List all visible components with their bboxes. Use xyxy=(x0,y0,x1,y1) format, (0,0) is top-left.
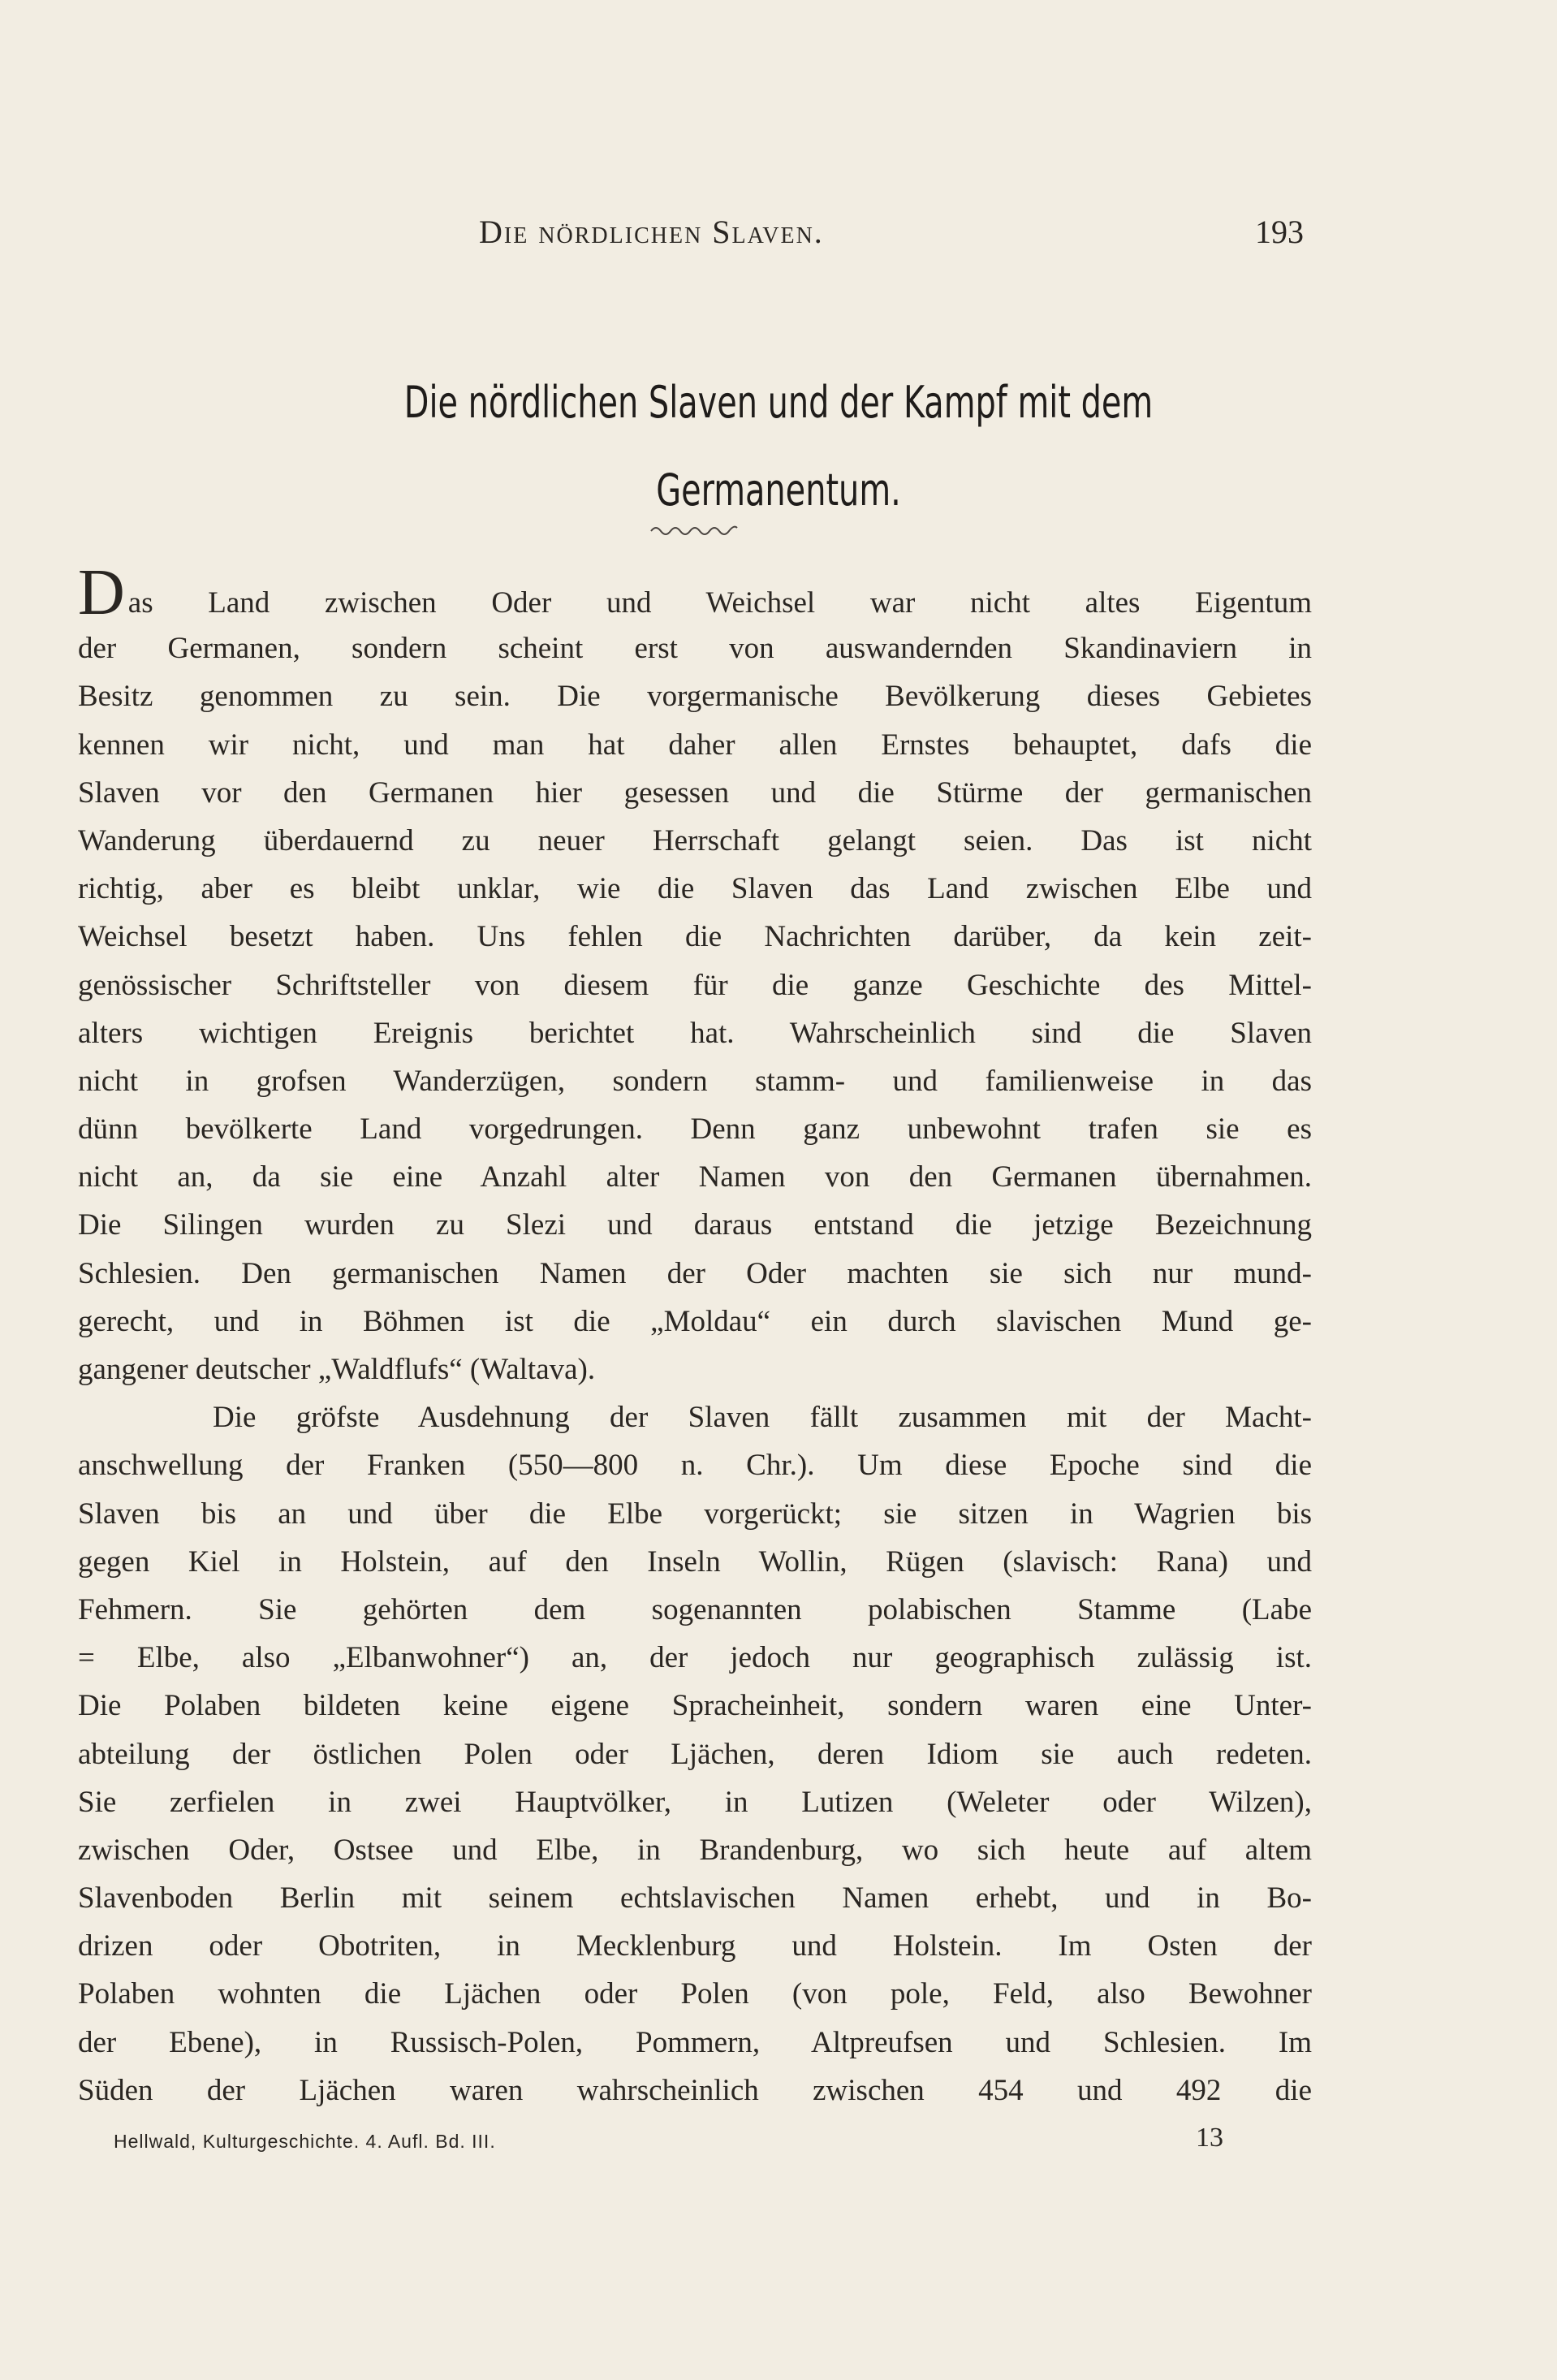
running-title: Die nördlichen Slaven. xyxy=(479,214,824,250)
text-line: anschwellung der Franken (550—800 n. Chr.). Um diese Epoche sind die xyxy=(78,1449,1312,1483)
text-line: = Elbe, also „Elbanwohner“) an, der jedoch nur geographisch zulässig ist. xyxy=(78,1641,1312,1675)
chapter-title-line-2: Germanentum. xyxy=(656,464,901,516)
wavy-ornament xyxy=(649,521,739,536)
text-line: der Germanen, sondern scheint erst von auswandernden Skandinaviern in xyxy=(78,632,1312,666)
text-line: Schlesien. Den germanischen Namen der Oder machten sie sich nur mund- xyxy=(78,1256,1312,1290)
text-line: gerecht, und in Böhmen ist die „Moldau“ ein durch slavischen Mund ge- xyxy=(78,1304,1312,1338)
text-line: drizen oder Obotriten, in Mecklenburg und Holstein. Im Osten der xyxy=(78,1929,1312,1963)
text-line: nicht an, da sie eine Anzahl alter Namen von den Germanen übernahmen. xyxy=(78,1160,1312,1194)
footer-signature: 13 xyxy=(1196,2123,1223,2153)
text-line: der Ebene), in Russisch-Polen, Pommern, Altpreufsen und Schlesien. Im xyxy=(78,2025,1312,2059)
text-line: kennen wir nicht, und man hat daher allen Ernstes behauptet, dafs die xyxy=(78,728,1312,762)
running-head xyxy=(0,213,1557,261)
chapter-title-line-1: Die nördlichen Slaven und der Kampf mit dem xyxy=(403,377,1154,428)
text-line: Die gröfste Ausdehnung der Slaven fällt zusammen mit der Macht- xyxy=(213,1401,1312,1435)
text-line: richtig, aber es bleibt unklar, wie die Slaven das Land zwischen Elbe und xyxy=(78,872,1312,906)
text-line: Das Land zwischen Oder und Weichsel war nicht altes Eigentum xyxy=(78,557,1312,628)
text-line: Sie zerfielen in zwei Hauptvölker, in Lutizen (Weleter oder Wilzen), xyxy=(78,1785,1312,1819)
chapter-title xyxy=(81,359,1476,534)
text-line: genössischer Schriftsteller von diesem für die ganze Geschichte des Mittel- xyxy=(78,968,1312,1002)
text-line: Süden der Ljächen waren wahrscheinlich zwischen 454 und 492 die xyxy=(78,2073,1312,2107)
text-line: Polaben wohnten die Ljächen oder Polen (von pole, Feld, also Bewohner xyxy=(78,1977,1312,2011)
text-line: gangener deutscher „Waldflufs“ (Waltava). xyxy=(78,1353,596,1386)
body-text xyxy=(78,557,1312,2114)
text-line: gegen Kiel in Holstein, auf den Inseln Wollin, Rügen (slavisch: Rana) und xyxy=(78,1544,1312,1579)
text-line: nicht in grofsen Wanderzügen, sondern stamm- und familienweise in das xyxy=(78,1064,1312,1098)
text-line: Die Silingen wurden zu Slezi und daraus entstand die jetzige Bezeichnung xyxy=(78,1208,1312,1242)
footer xyxy=(0,2123,1557,2163)
text-line: Fehmern. Sie gehörten dem sogenannten polabischen Stamme (Labe xyxy=(78,1592,1312,1626)
text-line: Weichsel besetzt haben. Uns fehlen die Nachrichten darüber, da kein zeit- xyxy=(78,920,1312,954)
text-line: dünn bevölkerte Land vorgedrungen. Denn ganz unbewohnt trafen sie es xyxy=(78,1112,1312,1147)
text-line: Slaven vor den Germanen hier gesessen und die Stürme der germanischen xyxy=(78,775,1312,810)
text-line: alters wichtigen Ereignis berichtet hat. Wahrscheinlich sind die Slaven xyxy=(78,1016,1312,1050)
text-line: Slavenboden Berlin mit seinem echtslavischen Namen erhebt, und in Bo- xyxy=(78,1881,1312,1916)
drop-cap: D xyxy=(78,557,125,628)
footer-reference: Hellwald, Kulturgeschichte. 4. Aufl. Bd. III. xyxy=(114,2131,496,2152)
text-line: Wanderung überdauernd zu neuer Herrschaft gelangt seien. Das ist nicht xyxy=(78,823,1312,857)
text-line: Die Polaben bildeten keine eigene Spracheinheit, sondern waren eine Unter- xyxy=(78,1689,1312,1723)
text-line: zwischen Oder, Ostsee und Elbe, in Brandenburg, wo sich heute auf altem xyxy=(78,1833,1312,1867)
text-line: abteilung der östlichen Polen oder Ljächen, deren Idiom sie auch redeten. xyxy=(78,1737,1312,1771)
page-number: 193 xyxy=(1255,214,1304,250)
text-line: Slaven bis an und über die Elbe vorgerückt; sie sitzen in Wagrien bis xyxy=(78,1497,1312,1531)
text-line: Besitz genommen zu sein. Die vorgermanische Bevölkerung dieses Gebietes xyxy=(78,680,1312,714)
